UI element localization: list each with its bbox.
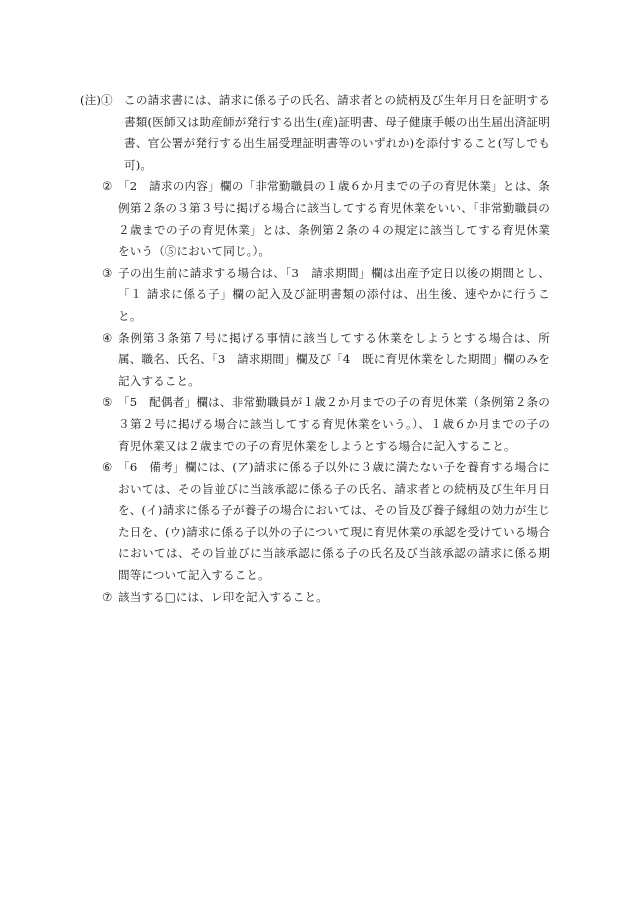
note-number-4: ④ (102, 330, 113, 345)
note-text-1: この請求書には、請求に係る子の氏名、請求者との続柄及び生年月日を証明する書類(医師又は助産師が発行する出生(産)証明書、母子健康手帳の出生届出済証明書、官公署が発行する出生届受理証明書等のいずれか)を添付すること(写しでも可)。 (124, 93, 550, 172)
note-item-5 (80, 392, 550, 457)
note-item-7 (80, 587, 550, 609)
note-item-2 (80, 176, 550, 262)
notes-prefix: (注) (80, 93, 101, 107)
note-text-7: 該当する□には、レ印を記入すること。 (118, 589, 328, 604)
note-item-1 (80, 90, 550, 176)
note-marker-1 (80, 90, 113, 112)
note-text-6: 「6 備考」欄には、(ア)請求に係る子以外に３歳に満たない子を養育する場合においては、その旨並びに当該承認に係る子の氏名、請求者との続柄及び生年月日を、(イ)請求に係る子が養子の場合においては、その旨及び養子縁組の効力が生じた日を、(ウ)請求に係る子以外の子について現に育児休業の承認を受けている場合においては、その旨並びに当該承認に係る子の氏名及び当該承認の請求に係る期間等について記入すること。 (118, 460, 550, 583)
note-number-1: ① (100, 93, 113, 107)
note-text-5: 「5 配偶者」欄は、非常勤職員が１歳２か月までの子の育児休業（条例第２条の３第２号に掲げる場合に該当してする育児休業をいう。）、１歳６か月までの子の育児休業又は２歳までの子の育児休業をしようとする場合に記入すること。 (118, 395, 550, 453)
note-item-6 (80, 457, 550, 587)
note-text-3: 子の出生前に請求する場合は、「3 請求期間」欄は出産予定日以後の期間とし、「１ 請求に係る子」欄の記入及び証明書類の添付は、出生後、速やかに行うこと。 (118, 265, 550, 323)
note-number-2: ② (102, 179, 113, 194)
note-text-2: 「2 請求の内容」欄の「非常勤職員の１歳６か月までの子の育児休業」とは、条例第２条の３第３号に掲げる場合に該当してする育児休業をいい、「非常勤職員の２歳までの子の育児休業」とは、条例第２条の４の規定に該当してする育児休業をいう（⑤において同じ。）。 (118, 179, 550, 259)
note-number-7: ⑦ (102, 589, 113, 604)
note-item-4 (80, 328, 550, 393)
note-number-3: ③ (102, 265, 113, 280)
note-number-5: ⑤ (102, 395, 113, 410)
note-item-3 (80, 263, 550, 328)
notes-list (80, 90, 550, 608)
note-number-6: ⑥ (102, 460, 113, 475)
note-text-4: 条例第３条第７号に掲げる事情に該当してする休業をしようとする場合は、所属、職名、氏名、「3 請求期間」欄及び「4 既に育児休業をした期間」欄のみを記入すること。 (118, 330, 550, 388)
